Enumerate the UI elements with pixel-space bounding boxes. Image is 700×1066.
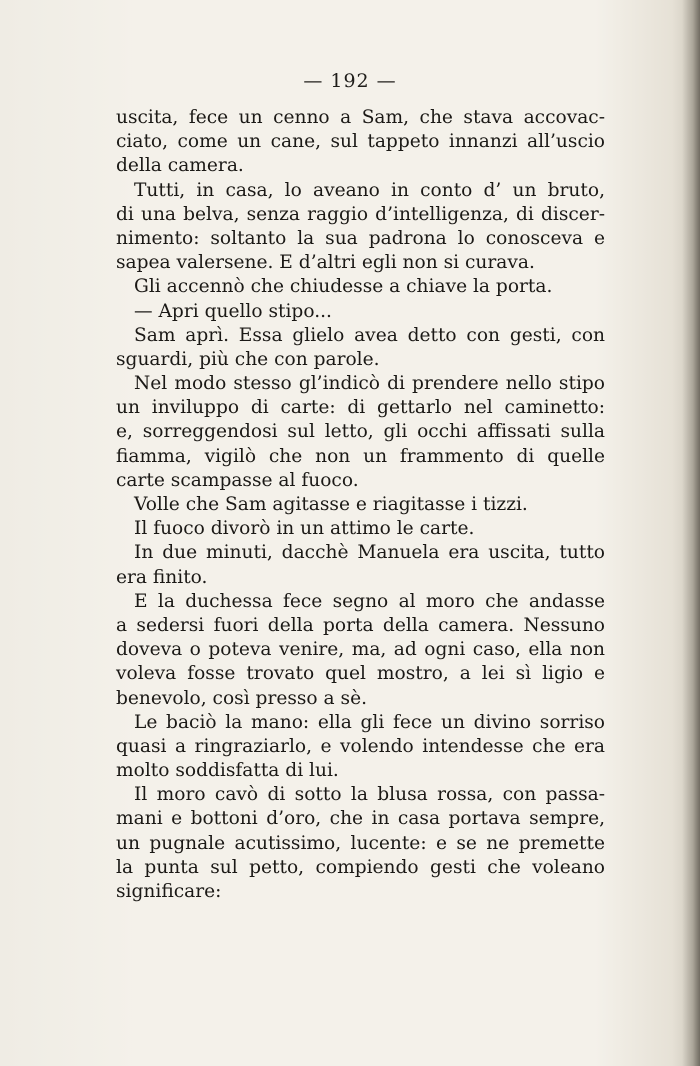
text-line: voleva fosse trovato quel mostro, a lei sì ligio e	[116, 663, 605, 685]
text-line: E la duchessa fece segno al moro che andasse	[134, 590, 605, 612]
body-text	[116, 106, 605, 904]
text-line: doveva o poteva venire, ma, ad ogni caso, ella non	[116, 639, 605, 661]
text-line: mani e bottoni d’oro, che in casa portava sempre,	[116, 808, 605, 830]
text-line: della camera.	[116, 155, 244, 177]
text-line: In due minuti, dacchè Manuela era uscita, tutto	[134, 542, 605, 564]
text-line: fiamma, vigilò che non un frammento di quelle	[116, 445, 605, 467]
text-line: era finito.	[116, 566, 208, 588]
page-number: — 192 —	[303, 70, 397, 92]
text-line: sapea valersene. E d’altri egli non si curava.	[116, 252, 535, 274]
text-line: quasi a ringraziarlo, e volendo intendesse che era	[116, 735, 605, 757]
text-line: Il fuoco divorò in un attimo le carte.	[134, 518, 475, 540]
text-line: di una belva, senza raggio d’intelligenza, di discer-	[116, 203, 605, 225]
text-line: e, sorreggendosi sul letto, gli occhi affissati sulla	[116, 421, 605, 443]
text-line: Il moro cavò di sotto la blusa rossa, con passa-	[134, 784, 605, 806]
text-line: la punta sul petto, compiendo gesti che voleano	[116, 856, 605, 878]
text-line: un pugnale acutissimo, lucente: e se ne premette	[116, 832, 605, 854]
text-line: Nel modo stesso gl’indicò di prendere nello stipo	[134, 373, 605, 395]
text-line: Gli accennò che chiudesse a chiave la porta.	[134, 276, 553, 298]
text-line: uscita, fece un cenno a Sam, che stava accovac-	[116, 107, 605, 128]
text-line: significare:	[116, 881, 222, 902]
text-line: benevolo, così presso a sè.	[116, 687, 367, 709]
page-edge-shadow	[682, 0, 700, 1066]
text-line: Le baciò la mano: ella gli fece un divino sorriso	[134, 711, 605, 733]
text-line: ciato, come un cane, sul tappeto innanzi all’uscio	[116, 131, 605, 153]
text-line: carte scampasse al fuoco.	[116, 469, 359, 491]
text-line: a sedersi fuori della porta della camera. Nessuno	[116, 614, 605, 636]
text-line: sguardi, più che con parole.	[116, 348, 380, 370]
text-line: — Apri quello stipo...	[134, 300, 332, 322]
text-line: Sam aprì. Essa glielo avea detto con gesti, con	[134, 324, 605, 346]
text-line: nimento: soltanto la sua padrona lo conosceva e	[116, 227, 605, 249]
text-line: Tutti, in casa, lo aveano in conto d’ un bruto,	[134, 179, 605, 201]
text-line: molto soddisfatta di lui.	[116, 760, 339, 782]
text-line: Volle che Sam agitasse e riagitasse i tizzi.	[134, 494, 528, 515]
text-line: un inviluppo di carte: di gettarlo nel caminetto:	[116, 397, 605, 419]
